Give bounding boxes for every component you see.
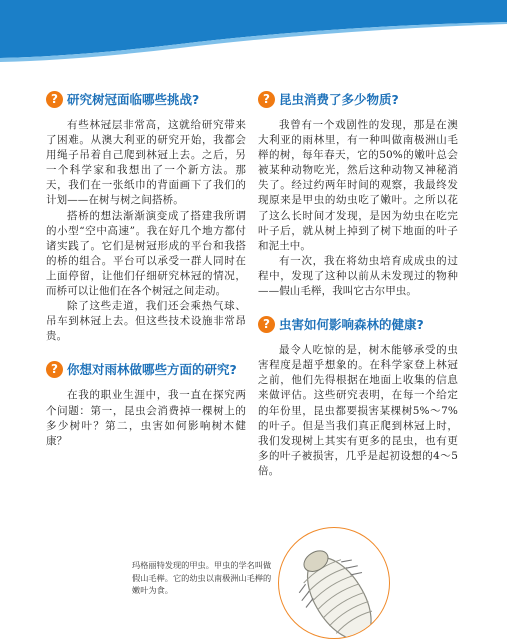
paragraph: 搭桥的想法渐渐演变成了搭建我所谓的小型“空中高速”。我在好几个地方都付诸实践了。它们是树冠形成的平台和我搭的桥的组合。平台可以承受一群人同时在上面停留，让他们仔细研究林冠的情况，而桥可以让他们在各个树冠之间走动。 bbox=[46, 209, 246, 298]
question-icon: ? bbox=[258, 316, 275, 333]
section-title: 你想对雨林做哪些方面的研究? bbox=[67, 362, 237, 378]
left-column bbox=[46, 88, 246, 449]
beetle-larva-photo bbox=[278, 527, 390, 639]
paragraph: 有一次，我在将幼虫培育成成虫的过程中，发现了这种以前从未发现过的物种——假山毛榉，我叫它古尔甲虫。 bbox=[258, 254, 458, 298]
section-heading-insect-consumption bbox=[258, 88, 458, 110]
section-title: 研究树冠面临哪些挑战? bbox=[67, 92, 200, 107]
question-icon: ? bbox=[258, 91, 275, 108]
paragraph: 在我的职业生涯中，我一直在探究两个问题：第一，昆虫会消费掉一棵树上的多少树叶？第二，虫害如何影响树木健康？ bbox=[46, 389, 246, 447]
paragraph: 除了这些走道，我们还会乘热气球、吊车到林冠上去。但这些技术设施非常昂贵。 bbox=[46, 300, 246, 343]
photo-caption: 玛格丽特发现的甲虫。甲虫的学名叫做假山毛榉。它的幼虫以南极洲山毛榉的嫩叶为食。 bbox=[132, 560, 272, 595]
section-title: 昆虫消费了多少物质? bbox=[279, 92, 399, 107]
larva-icon bbox=[279, 528, 389, 638]
paragraph: 我曾有一个戏剧性的发现，那是在澳大利亚的雨林里，有一种叫做南极洲山毛榉的树，每年春天，它的50%的嫩叶总会被某种动物吃光，然后这种动物又神秘消失了。经过约两年时间的观察，我最终发现原来是甲虫的幼虫吃了嫩叶。之所以花了这么长时间才发现，是因为幼虫在吃完叶子后，就从树上掉到了树下地面的叶子和泥土中。 bbox=[258, 119, 458, 252]
top-banner bbox=[0, 0, 507, 62]
section-title: 虫害如何影响森林的健康? bbox=[279, 317, 424, 333]
question-icon: ? bbox=[46, 361, 63, 378]
paragraph: 最令人吃惊的是，树木能够承受的虫害程度是超乎想象的。在科学家登上林冠之前，他们先得根据在地面上收集的信息来做评估。这些研究表明，在每一个给定的年份里，昆虫都要损害某棵树5%～7%的叶子。但是当我们真正爬到林冠上时，我们发现树上其实有更多的昆虫，也有更多的叶子被损害，几乎是起初设想的4～5倍。 bbox=[258, 344, 458, 477]
question-icon: ? bbox=[46, 91, 63, 108]
section-heading-canopy-challenges bbox=[46, 88, 246, 110]
section-heading-research-topics bbox=[46, 358, 246, 380]
section-heading-pest-impact bbox=[258, 313, 458, 335]
paragraph: 有些林冠层非常高，这就给研究带来了困难。从澳大利亚的研究开始，我都会用绳子吊着自己爬到林冠上去。之后，另一个科学家和我想出了一个新方法。那天，我们在一张纸巾的背面画下了我们的计划——在树与树之间搭桥。 bbox=[46, 119, 246, 207]
right-column bbox=[258, 88, 458, 479]
